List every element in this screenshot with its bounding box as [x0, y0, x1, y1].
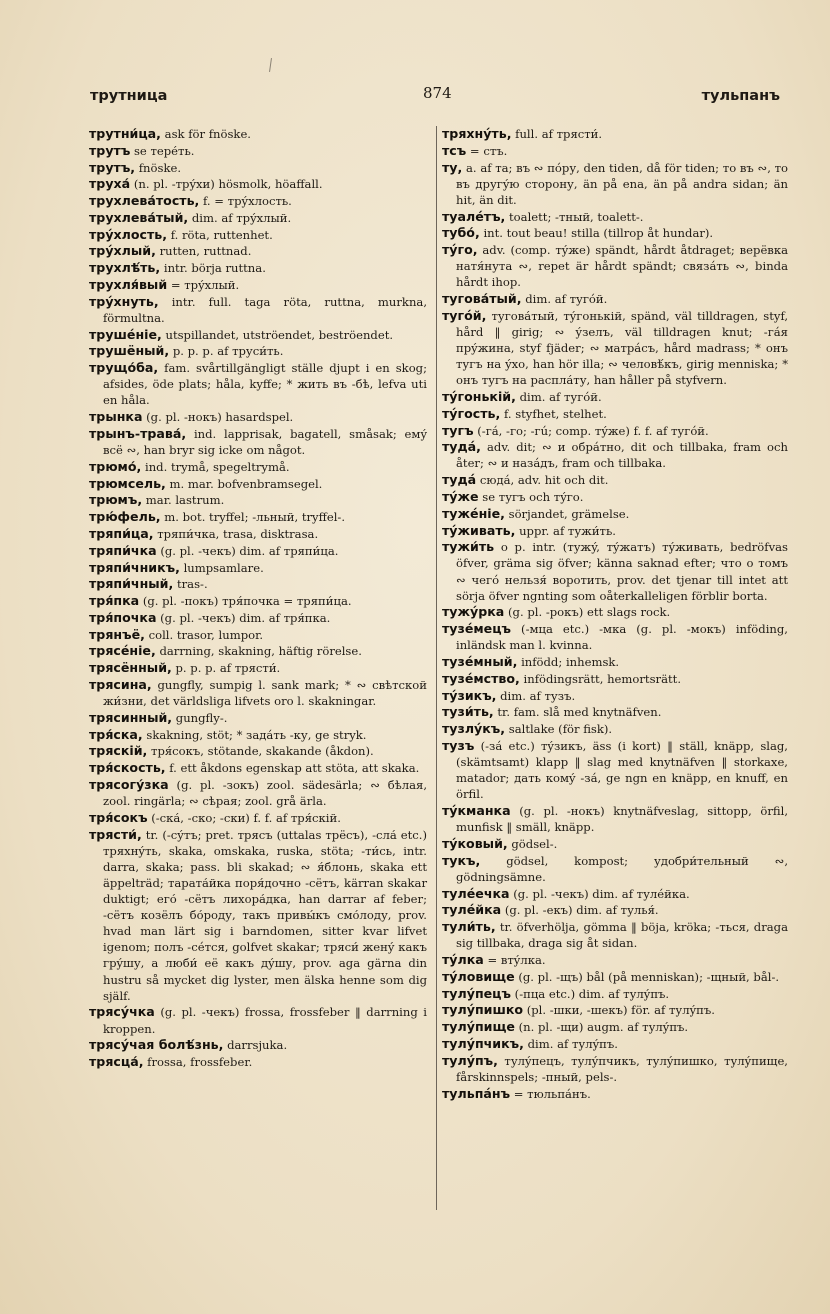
- entry-definition: toalett; -тный, toalett-.: [509, 209, 644, 224]
- entry-headword: тýловище: [442, 968, 515, 984]
- dictionary-entry: [89, 743, 427, 759]
- entry-definition: (g. pl. -нокъ) hasardspel.: [146, 410, 294, 425]
- entry-definition: (n. pl. -щи) augm. af тулýпъ.: [518, 1020, 689, 1035]
- dictionary-entry: [89, 243, 427, 259]
- dictionary-entry: [442, 523, 788, 539]
- entry-definition: f. = трýхлость.: [203, 194, 292, 209]
- entry-headword: труха́: [89, 176, 131, 192]
- entry-definition: sörjandet, grämelse.: [508, 506, 630, 521]
- entry-headword: тряхнýть,: [442, 126, 512, 141]
- entry-headword: тугова́тый,: [442, 291, 522, 307]
- dictionary-entry: [442, 160, 788, 208]
- entry-definition: p. p. p. af трясти́.: [175, 661, 281, 676]
- entry-definition: (g. pl. -чекъ) dim. af тулéйка.: [513, 886, 690, 901]
- entry-headword: тужéніе,: [442, 505, 505, 521]
- column-divider: [436, 126, 437, 1210]
- entry-headword: трясýчка: [89, 1004, 155, 1020]
- entry-definition: frossa, frossfeber.: [147, 1055, 253, 1070]
- entry-definition: adv. (comp. тýже) spändt, hårdt åtdraget; верёвка натя́нута ∾, repet är hårdt spändt; связáть ∾, binda hårdt ihop.: [456, 243, 788, 290]
- dictionary-entry: [89, 643, 427, 659]
- entry-headword: тря́пка: [89, 593, 140, 609]
- dictionary-entry: [442, 225, 788, 241]
- entry-headword: тýгость,: [442, 405, 501, 421]
- entry-headword: тряпи́чникъ,: [89, 559, 180, 575]
- dictionary-entry: [442, 389, 788, 405]
- entry-definition: full. af трясти́.: [515, 127, 603, 141]
- dictionary-entry: [89, 327, 427, 343]
- dictionary-entry: [89, 409, 427, 425]
- dictionary-entry: [442, 738, 788, 802]
- dictionary-entry: [442, 969, 788, 985]
- entry-definition: f. ett åkdons egenskap att stöta, att skaka.: [169, 761, 420, 776]
- dictionary-entry: [89, 260, 427, 276]
- dictionary-entry: [442, 472, 788, 488]
- entry-definition: fam. svårtillgängligt ställe djupt i en skog; afsides, öde plats; håla, kyffe; * жить въ -бѣ, lefva uti en håla.: [103, 361, 428, 408]
- entry-definition: (-ска́, -ско; -ски) f. f. af тря́скій.: [151, 810, 341, 825]
- entry-headword: трутъ,: [89, 159, 136, 175]
- entry-headword: тужýрка: [442, 604, 505, 620]
- dictionary-entry: [442, 126, 788, 142]
- entry-headword: трынка: [89, 409, 143, 425]
- entry-headword: тулéйка: [442, 902, 502, 918]
- entry-definition: uppr. af тужи́ть.: [519, 523, 616, 538]
- dictionary-entry: [89, 810, 427, 826]
- entry-headword: тудá,: [442, 439, 481, 455]
- dictionary-entry: [442, 489, 788, 505]
- entry-headword: трюмо́,: [89, 458, 142, 474]
- dictionary-entry: [89, 193, 427, 209]
- dictionary-entry: [442, 539, 788, 603]
- entry-headword: тузéмецъ: [442, 621, 512, 637]
- entry-headword: трýхлый,: [89, 243, 156, 259]
- entry-headword: тулýпище: [442, 1019, 515, 1035]
- dictionary-entry: [89, 560, 427, 576]
- dictionary-entry: [442, 1036, 788, 1052]
- entry-definition: = втýлка.: [487, 953, 546, 967]
- entry-definition: (-мца etc.) -мка (g. pl. -мокъ) inföding, inländsk man l. kvinna.: [456, 622, 788, 653]
- dictionary-entry: [442, 836, 788, 852]
- entry-definition: (g. pl. -щъ) bål (på menniskan); -щный, bål-.: [518, 969, 780, 984]
- entry-headword: тузъ: [442, 737, 475, 753]
- dictionary-entry: [442, 242, 788, 290]
- entry-definition: tras-.: [176, 577, 208, 592]
- entry-definition: se тугъ och тýго.: [482, 490, 584, 504]
- entry-definition: coll. trasor, lumpor.: [148, 627, 264, 642]
- dictionary-entry: [442, 308, 788, 388]
- entry-definition: = трýхлый.: [170, 278, 240, 293]
- entry-headword: трýхнуть,: [89, 293, 159, 309]
- entry-headword: трясýчая болѣ́знь,: [89, 1037, 224, 1053]
- dictionary-entry: [89, 294, 427, 326]
- entry-definition: ask för fnöske.: [164, 127, 251, 141]
- entry-definition: (g. pl. -чекъ) frossa, frossfeber ‖ darrning i kroppen.: [103, 1005, 427, 1036]
- entry-definition: skakning, stöt; * задáть -ку, ge stryk.: [146, 727, 367, 742]
- entry-definition: dim. af тулýпъ.: [527, 1036, 618, 1051]
- dictionary-entry: [89, 476, 427, 492]
- entry-headword: трýхлость,: [89, 226, 168, 242]
- pencil-mark: [269, 58, 272, 72]
- dictionary-entry: [442, 886, 788, 902]
- dictionary-entry: [89, 126, 427, 142]
- entry-definition: utspillandet, utströendet, beströendet.: [165, 327, 394, 342]
- entry-headword: тулýпецъ: [442, 985, 511, 1001]
- entry-headword: трясённый,: [89, 660, 172, 676]
- dictionary-entry: [89, 492, 427, 508]
- dictionary-entry: [89, 760, 427, 776]
- dictionary-entry: [442, 1019, 788, 1035]
- left-column: [89, 126, 427, 1071]
- entry-definition: dim. af тугóй.: [525, 292, 608, 307]
- dictionary-entry: [442, 671, 788, 687]
- entry-headword: трухля́вый: [89, 277, 168, 293]
- entry-definition: mar. lastrum.: [145, 493, 225, 508]
- entry-definition: infödd; inhemsk.: [521, 655, 620, 670]
- entry-definition: (n. pl. -трýхи) hösmolk, höaffall.: [133, 177, 323, 192]
- page-header: [90, 84, 780, 110]
- right-running-headword: тульпанъ: [701, 88, 780, 104]
- entry-definition: intr. börja ruttna.: [163, 261, 266, 276]
- dictionary-entry: [442, 986, 788, 1002]
- entry-definition: (g. pl. -рокъ) ett slags rock.: [508, 605, 671, 620]
- dictionary-entry: [442, 853, 788, 885]
- dictionary-entry: [89, 343, 427, 359]
- entry-headword: трушéніе,: [89, 326, 162, 342]
- entry-headword: трынъ-трава́,: [89, 426, 187, 441]
- entry-headword: тужи́ть: [442, 539, 495, 555]
- entry-headword: тряпи́ца,: [89, 526, 154, 541]
- dictionary-entry: [442, 1053, 788, 1085]
- entry-headword: трущо́ба,: [89, 360, 159, 376]
- dictionary-entry: [89, 593, 427, 609]
- entry-definition: a. af та; въ ∾ пóру, den tiden, då för tiden; то въ ∾, то въ другýю сторону, än på ena, än på andra sidan; än hit, än dit.: [456, 160, 788, 207]
- dictionary-entry: [89, 526, 427, 542]
- dictionary-entry: [89, 360, 427, 408]
- entry-headword: тýживать,: [442, 522, 516, 538]
- entry-headword: тря́почка: [89, 609, 157, 625]
- entry-definition: tr. (-сýтъ; pret. трясъ (uttalas трёсъ), -сла́ etc.) тряхнýть, skaka, omskaka, ruska, stöta; -ти́сь, intr. darra, skaka; pass. bli skakad; ∾ я́блонь, skaka ett äppelträd; тарата́йка поря́дочно -сётъ, kärran skakar duktigt; его́ -сётъ лихора́дка, han darrar af feber; -сётъ козёлъ бо́роду, такъ привы́къ смо́лоду, prov. hvad man lärt sig i barndomen, sitter kvar lifvet igenom; полъ -сéтся, golfvet skakar; тряси́ женý какъ грýшу, а люби́ её какъ дýшу, prov. aga gärna din hustru så mycket dig lyster, men älska henne som dig själf.: [103, 827, 427, 1003]
- dictionary-entry: [442, 721, 788, 737]
- dictionary-entry: [89, 143, 427, 159]
- dictionary-entry: [89, 627, 427, 643]
- dictionary-entry: [442, 439, 788, 471]
- dictionary-entry: [442, 291, 788, 307]
- entry-headword: тулýпъ,: [442, 1052, 498, 1068]
- entry-definition: m. mar. bofvenbramsegel.: [169, 476, 323, 491]
- dictionary-entry: [89, 727, 427, 743]
- dictionary-entry: [89, 543, 427, 559]
- entry-definition: gödsel, kompost; удобри́тельный ∾, gödningsämne.: [456, 853, 789, 884]
- entry-headword: тря́скость,: [89, 760, 166, 776]
- dictionary-entry: [442, 423, 788, 439]
- entry-definition: tr. fam. slå med knytnäfven.: [497, 705, 662, 720]
- entry-headword: тульпáнъ: [442, 1085, 511, 1101]
- entry-headword: тули́ть,: [442, 919, 496, 935]
- entry-definition: f. röta, ruttenhet.: [170, 227, 273, 242]
- entry-headword: трутъ: [89, 142, 131, 158]
- dictionary-entry: [89, 277, 427, 293]
- entry-headword: туалéтъ,: [442, 208, 506, 224]
- entry-definition: se тере́ть.: [133, 143, 195, 158]
- entry-definition: тря́сокъ, stötande, skakande (åkdon).: [151, 744, 374, 759]
- entry-headword: тугъ: [442, 422, 474, 438]
- entry-headword: тузи́ть,: [442, 704, 494, 720]
- entry-definition: (-пца etc.) dim. af тулýпъ.: [514, 986, 670, 1001]
- dictionary-entry: [442, 919, 788, 951]
- dictionary-entry: [89, 160, 427, 176]
- dictionary-entry: [89, 227, 427, 243]
- entry-headword: трянъё,: [89, 626, 145, 642]
- dictionary-entry: [442, 704, 788, 720]
- entry-definition: darrsjuka.: [227, 1038, 288, 1053]
- entry-definition: darrning, skakning, häftig rörelse.: [159, 644, 362, 659]
- entry-headword: трухлѣ́ть,: [89, 260, 161, 276]
- entry-definition: (-гá, -го; -гú; comp. тýже) f. f. af тугóй.: [477, 423, 709, 438]
- dictionary-entry: [89, 1004, 427, 1036]
- entry-headword: трутни́ца,: [89, 126, 161, 141]
- dictionary-entry: [89, 426, 427, 458]
- entry-headword: тря́ска,: [89, 726, 143, 742]
- entry-definition: infödingsrätt, hemortsrätt.: [523, 671, 681, 686]
- entry-headword: тýковый,: [442, 835, 508, 851]
- entry-definition: тугова́тый, тýгонькій, spänd, väl tilldragen, styf, hård ‖ girig; ∾ ýзелъ, väl tilldragen knut; -гáя прýжина, styf fjäder; ∾ матрáсъ, hård madrass; * онъ тугъ на ýхо, han hör illa; ∾ человѣ́къ, girig menniska; * онъ тугъ на распла́ту, han håller på styfvern.: [456, 308, 789, 388]
- dictionary-entry: [89, 610, 427, 626]
- entry-definition: (g. pl. -чекъ) dim. af тряпи́ца.: [160, 543, 339, 558]
- entry-headword: тулéечка: [442, 885, 510, 901]
- entry-headword: тря́сокъ: [89, 809, 148, 825]
- entry-definition: lumpsamlare.: [183, 560, 264, 575]
- dictionary-entry: [89, 710, 427, 726]
- dictionary-entry: [89, 1037, 427, 1053]
- entry-definition: gungfly, sumpig l. sank mark; * ∾ свѣтской жи́зни, det världsliga lifvets oro l. skakningar.: [103, 678, 427, 709]
- right-column: [442, 126, 788, 1102]
- dictionary-entry: [442, 143, 788, 159]
- page-number: 874: [423, 84, 452, 102]
- dictionary-entry: [89, 576, 427, 592]
- entry-definition: = стъ.: [469, 143, 508, 158]
- dictionary-entry: [442, 1086, 788, 1102]
- dictionary-entry: [442, 803, 788, 835]
- entry-definition: tr. öfverhölja, gömma ‖ böja, kröka; -ться, draga sig tillbaka, draga sig åt sidan.: [456, 920, 788, 951]
- entry-headword: трясогу́зка: [89, 777, 169, 793]
- dictionary-entry: [89, 210, 427, 226]
- entry-definition: o p. intr. (тужý, тýжатъ) тýживать, bedröfvas öfver, gräma sig öfver; känna saknad efter; что о томъ ∾ чегó нельзя́ воротить, prov. det tjenar till intet att sörja öfver ngnting som oåterkalleligen förblir borta.: [456, 540, 788, 603]
- dictionary-entry: [89, 827, 427, 1004]
- entry-definition: adv. dit; ∾ и обрáтно, dit och tillbaka, fram och åter; ∾ и назáдъ, fram och tillbaka.: [456, 440, 788, 471]
- entry-definition: тряпи́чка, trasa, disktrasa.: [157, 527, 319, 541]
- entry-definition: тулýпецъ, тулýпчикъ, тулýпишко, тулýпище, fårskinnspels; -пный, pels-.: [456, 1053, 788, 1084]
- entry-definition: = тюльпáнъ.: [513, 1086, 591, 1101]
- entry-headword: тýкманка: [442, 803, 511, 819]
- entry-definition: saltlake (för fisk).: [508, 722, 613, 737]
- entry-definition: (pl. -шки, -шекъ) för. af тулýпъ.: [526, 1003, 715, 1018]
- entry-headword: тýгонькій,: [442, 389, 516, 404]
- dictionary-entry: [442, 209, 788, 225]
- entry-definition: (g. pl. -зокъ) zool. sädesärla; ∾ бѣлая, zool. ringärla; ∾ сѣрая; zool. grå ärla.: [103, 778, 428, 809]
- dictionary-entry: [89, 176, 427, 192]
- entry-definition: (g. pl. -чекъ) dim. af тря́пка.: [160, 610, 331, 625]
- entry-headword: трюмъ,: [89, 492, 143, 508]
- entry-definition: f. styfhet, stelhet.: [503, 406, 607, 421]
- entry-headword: тукъ,: [442, 852, 481, 868]
- entry-definition: p. p. p. af труси́ть.: [172, 344, 284, 359]
- entry-headword: тудá: [442, 472, 477, 488]
- dictionary-entry: [89, 677, 427, 709]
- entry-definition: intr. full. taga röta, ruttna, murkna, förmultna.: [103, 294, 428, 325]
- entry-definition: (g. pl. -покъ) тря́почка = тряпи́ца.: [142, 594, 352, 609]
- dictionary-entry: [442, 654, 788, 670]
- entry-definition: (-зá etc.) тýзикъ, äss (i kort) ‖ ställ, knäpp, slag, (skämtsamt) klapp ‖ slag med knytnäfven ‖ storkaxe, matador; дать комý -зá, ge ngn en knäpp, en knuff, en örfil.: [456, 738, 788, 802]
- dictionary-entry: [89, 660, 427, 676]
- dictionary-entry: [442, 688, 788, 704]
- entry-headword: тугóй,: [442, 307, 487, 323]
- entry-definition: gödsel-.: [511, 836, 558, 851]
- entry-headword: тулýпишко: [442, 1002, 524, 1018]
- dictionary-entry: [442, 902, 788, 918]
- entry-headword: тýго,: [442, 242, 478, 258]
- entry-definition: m. bot. tryffel; -льный, tryffel-.: [164, 510, 346, 525]
- entry-headword: трухлева́тый,: [89, 209, 189, 225]
- dictionary-entry: [89, 1054, 427, 1070]
- dictionary-entry: [89, 777, 427, 809]
- entry-headword: тузлýкъ,: [442, 721, 506, 737]
- entry-headword: тряпи́чка: [89, 542, 157, 558]
- entry-definition: ind. trymå, spegeltrymå.: [144, 459, 290, 474]
- dictionary-entry: [442, 952, 788, 968]
- entry-headword: трясéніе,: [89, 643, 156, 659]
- entry-headword: трясинный,: [89, 709, 173, 725]
- entry-headword: тубо́,: [442, 225, 480, 241]
- entry-definition: dim. af тузъ.: [500, 688, 576, 703]
- entry-headword: трю́фель,: [89, 509, 161, 525]
- entry-headword: трушёный,: [89, 343, 170, 359]
- entry-headword: тсъ: [442, 142, 467, 158]
- entry-definition: (g. pl. -екъ) dim. af тулья́.: [504, 903, 659, 918]
- entry-headword: тýлка: [442, 952, 484, 967]
- entry-definition: rutten, ruttnad.: [159, 244, 252, 259]
- dictionary-entry: [89, 459, 427, 475]
- dictionary-entry: [442, 406, 788, 422]
- entry-headword: трухлева́тость,: [89, 193, 200, 209]
- entry-headword: тузéмный,: [442, 654, 518, 670]
- entry-definition: dim. af трýхлый.: [191, 210, 292, 225]
- entry-definition: fnöske.: [138, 160, 182, 175]
- entry-headword: ту,: [442, 159, 463, 175]
- dictionary-entry: [442, 1002, 788, 1018]
- entry-headword: тузéмство,: [442, 670, 520, 686]
- entry-headword: трясти́,: [89, 826, 142, 842]
- entry-definition: gungfly-.: [175, 710, 228, 725]
- entry-headword: тулýпчикъ,: [442, 1035, 524, 1051]
- entry-headword: трясина,: [89, 677, 152, 693]
- dictionary-entry: [89, 509, 427, 525]
- entry-definition: ind. lapprisak, bagatell, småsak; емý всё ∾, han bryr sig icke om något.: [103, 427, 427, 458]
- entry-headword: тýзикъ,: [442, 687, 497, 703]
- entry-headword: тýже: [442, 489, 479, 504]
- entry-definition: сюдá, adv. hit och dit.: [479, 473, 609, 488]
- entry-definition: dim. af тугóй.: [519, 390, 602, 404]
- dictionary-entry: [442, 621, 788, 653]
- left-running-headword: трутница: [90, 88, 168, 104]
- entry-headword: трюмсель,: [89, 475, 166, 491]
- dictionary-entry: [442, 506, 788, 522]
- entry-definition: (g. pl. -нокъ) knytnäfveslag, sittopp, örfil, munfisk ‖ smäll, knäpp.: [456, 804, 789, 835]
- entry-definition: int. tout beau! stilla (tillrop åt hundar).: [483, 226, 714, 241]
- dictionary-entry: [442, 604, 788, 620]
- entry-headword: трясца́,: [89, 1054, 144, 1070]
- entry-headword: тряпи́чный,: [89, 576, 174, 592]
- entry-headword: тряскій,: [89, 743, 148, 759]
